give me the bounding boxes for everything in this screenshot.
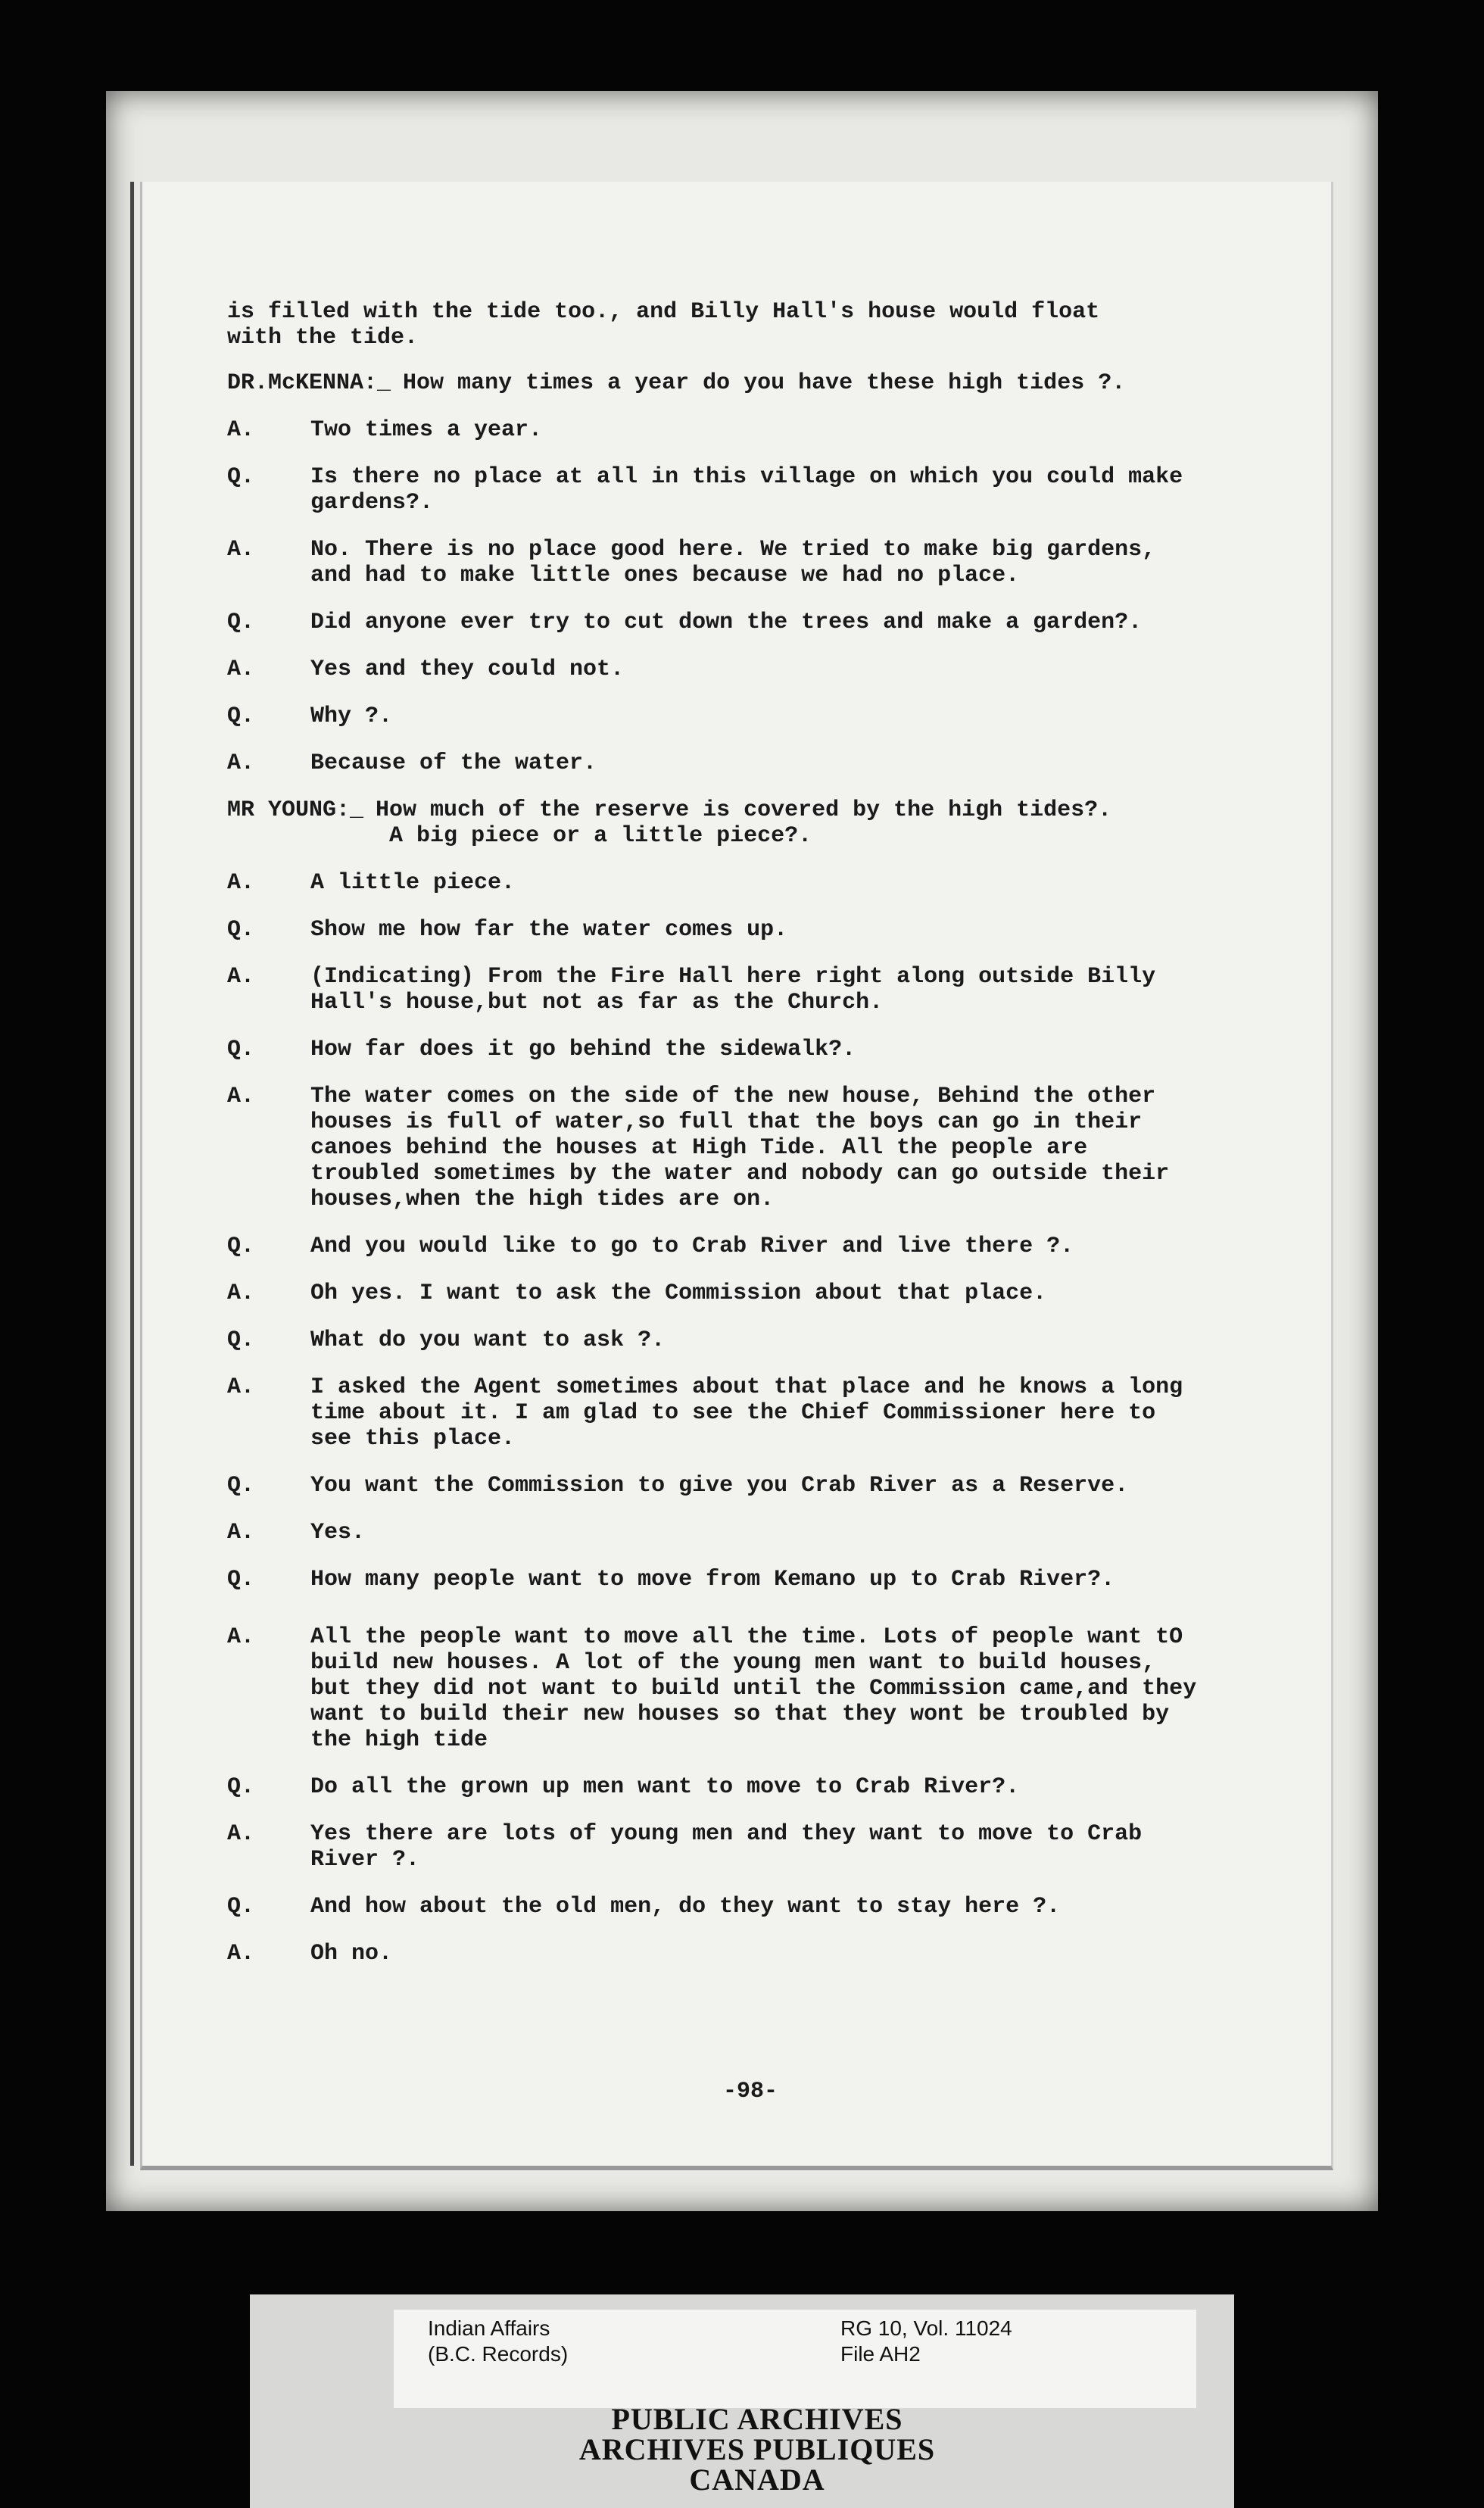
speaker-label: A.	[227, 1941, 255, 1967]
exchange-text: Did anyone ever try to cut down the trees and make a garden?.	[310, 610, 1143, 635]
label-fonds-line: (B.C. Records)	[428, 2342, 569, 2366]
exchange-text: How many people want to move from Kemano up to Crab River?.	[310, 1567, 1115, 1592]
speaker-label: A.	[227, 1281, 255, 1306]
speaker-label: A.	[227, 750, 255, 776]
exchange	[227, 703, 1287, 729]
exchange	[227, 657, 1287, 682]
exchange	[227, 1234, 1287, 1259]
speaker-label: A.	[227, 1520, 255, 1546]
exchange	[227, 1520, 1287, 1546]
speaker-label: Q.	[227, 1894, 255, 1920]
exchange-text: Yes.	[310, 1520, 366, 1546]
lead-paragraph: is filled with the tide too., and Billy Hall's house would float with the tide.	[227, 299, 1100, 351]
exchange-text: How many times a year do you have these high tides ?.	[403, 370, 1126, 396]
speaker-label: Q.	[227, 1473, 255, 1499]
exchange-text: How far does it go behind the sidewalk?.	[310, 1037, 856, 1062]
exchange-text: Two times a year.	[310, 417, 543, 443]
speaker-label: A.	[227, 537, 255, 563]
exchange-text: All the people want to move all the time. Lots of people want tO build new houses. A lot of the young men want to build houses, but they did not want to build until the Commission came,and they want to build their new houses so that they wont be troubled by the high tide	[310, 1624, 1197, 1753]
exchange-text: Is there no place at all in this village on which you could make gardens?.	[310, 464, 1183, 516]
stamp-line: PUBLIC ARCHIVES	[611, 2402, 903, 2436]
speaker-label: A.	[227, 1821, 255, 1847]
speaker-label: A.	[227, 1374, 255, 1400]
exchange	[227, 964, 1287, 1015]
label-reference-line: RG 10, Vol. 11024	[840, 2316, 1012, 2340]
speaker-label: DR.McKENNA:_	[227, 370, 391, 396]
speaker-label: Q.	[227, 1234, 255, 1259]
label-reference-line: File AH2	[840, 2342, 921, 2366]
exchange-text: Yes and they could not.	[310, 657, 625, 682]
speaker-label: Q.	[227, 1327, 255, 1353]
speaker-label: Q.	[227, 1774, 255, 1800]
exchange-text: And how about the old men, do they want to stay here ?.	[310, 1894, 1061, 1920]
exchange-text: No. There is no place good here. We tried to make big gardens, and had to make little ones because we had no place.	[310, 537, 1156, 588]
exchange-text: A little piece.	[310, 870, 516, 896]
exchange	[227, 1624, 1287, 1753]
exchange-text: Oh yes. I want to ask the Commission about that place.	[310, 1281, 1047, 1306]
exchange	[227, 1327, 1287, 1353]
speaker-label: A.	[227, 964, 255, 990]
speaker-label: A.	[227, 870, 255, 896]
transcript-body	[227, 299, 1287, 1988]
exchange	[227, 797, 1287, 849]
exchange	[227, 1567, 1287, 1592]
exchange-text: Because of the water.	[310, 750, 597, 776]
exchange	[227, 917, 1287, 943]
exchange	[227, 464, 1287, 516]
speaker-label: Q.	[227, 464, 255, 490]
sheet-edge-marks	[130, 182, 145, 2166]
speaker-label: Q.	[227, 917, 255, 943]
exchange	[227, 417, 1287, 443]
exchange	[227, 750, 1287, 776]
exchange	[227, 1941, 1287, 1967]
exchange-text: I asked the Agent sometimes about that place and he knows a long time about it. I am glad to see the Chief Commissioner here to see this place.	[310, 1374, 1183, 1452]
speaker-label: A.	[227, 1084, 255, 1109]
speaker-label: MR YOUNG:_	[227, 797, 364, 823]
exchange	[227, 1774, 1287, 1800]
speaker-label: Q.	[227, 1037, 255, 1062]
exchange-text: The water comes on the side of the new house, Behind the other houses is full of water,so full that the boys can go in their canoes behind the houses at High Tide. All the people are troubled sometimes by the water and nobody can go outside their houses,when the high tides are on.	[310, 1084, 1170, 1212]
label-fonds-line: Indian Affairs	[428, 2316, 550, 2340]
exchange	[227, 1473, 1287, 1499]
exchange	[227, 1894, 1287, 1920]
exchange	[227, 1281, 1287, 1306]
stamp-line: ARCHIVES PUBLIQUES	[578, 2432, 936, 2466]
exchange	[227, 1374, 1287, 1452]
page-number: -98-	[723, 2079, 778, 2104]
exchange	[227, 1821, 1287, 1873]
speaker-label: A.	[227, 417, 255, 443]
speaker-label: A.	[227, 1624, 255, 1650]
exchange-text: How much of the reserve is covered by the high tides?. A big piece or a little piece?.	[376, 797, 1112, 849]
exchange	[227, 370, 1287, 396]
speaker-label: Q.	[227, 703, 255, 729]
exchange-text: You want the Commission to give you Crab River as a Reserve.	[310, 1473, 1129, 1499]
exchange-text: And you would like to go to Crab River and live there ?.	[310, 1234, 1074, 1259]
exchange-text: Why ?.	[310, 703, 393, 729]
label-fonds-block	[428, 2316, 568, 2367]
exchange-text: (Indicating) From the Fire Hall here right along outside Billy Hall's house,but not as far as the Church.	[310, 964, 1156, 1015]
speaker-label: Q.	[227, 610, 255, 635]
exchange-text: Oh no.	[310, 1941, 393, 1967]
exchange-text: Show me how far the water comes up.	[310, 917, 788, 943]
public-archives-stamp	[485, 2404, 1030, 2495]
exchange-text: Yes there are lots of young men and they want to move to Crab River ?.	[310, 1821, 1143, 1873]
speaker-label: Q.	[227, 1567, 255, 1592]
exchange-text: What do you want to ask ?.	[310, 1327, 666, 1353]
stamp-line: CANADA	[689, 2463, 825, 2497]
speaker-label: A.	[227, 657, 255, 682]
exchange-text: Do all the grown up men want to move to Crab River?.	[310, 1774, 1020, 1800]
exchange	[227, 1037, 1287, 1062]
label-reference-block	[840, 2316, 1012, 2367]
exchange	[227, 870, 1287, 896]
exchange	[227, 537, 1287, 588]
exchange	[227, 1084, 1287, 1212]
exchange	[227, 610, 1287, 635]
